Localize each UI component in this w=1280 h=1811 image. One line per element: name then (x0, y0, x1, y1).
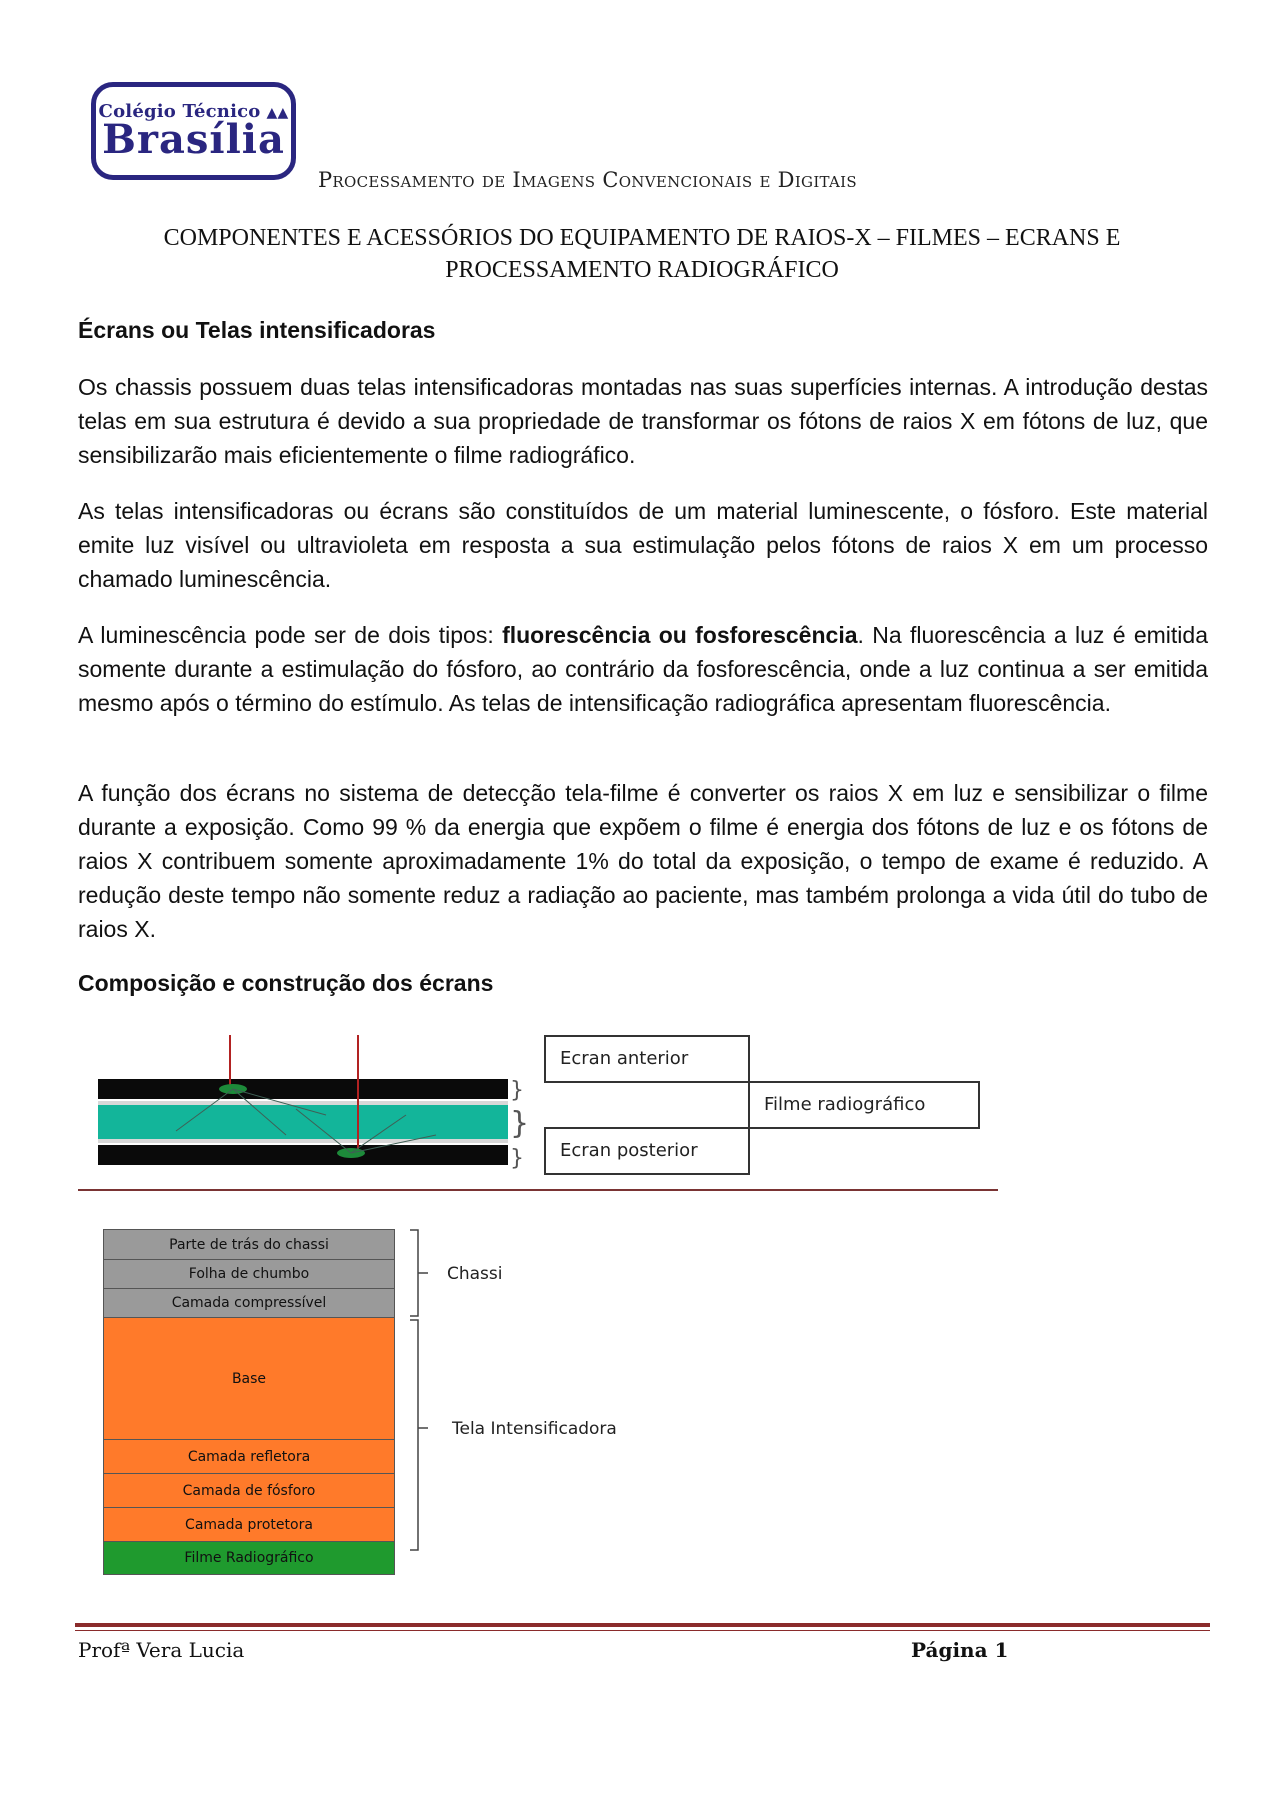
front-screen-layer (98, 1079, 508, 1099)
label-ecran-posterior: Ecran posterior (544, 1127, 750, 1175)
cross-section-illustration (96, 1035, 530, 1195)
layer-parte-tras: Parte de trás do chassi (103, 1229, 395, 1259)
paragraph-3 (78, 618, 1208, 720)
section-heading-ecrans: Écrans ou Telas intensificadoras (78, 317, 436, 343)
logo-line1-text: Colégio Técnico (98, 101, 261, 122)
film-layer (98, 1105, 508, 1139)
figure-divider (78, 1189, 998, 1191)
layer-base: Base (103, 1317, 395, 1439)
paragraph-3-bold: fluorescência ou fosforescência (502, 622, 858, 648)
label-ecran-anterior: Ecran anterior (544, 1035, 750, 1083)
label-tela-intensificadora: Tela Intensificadora (452, 1419, 617, 1439)
document-title: COMPONENTES E ACESSÓRIOS DO EQUIPAMENTO DE RAIOS-X – FILMES – ECRANS E PROCESSAMENTO RADIOGRÁFICO (163, 225, 1121, 283)
header-title: Processamento de Imagens Convencionais e Digitais (318, 168, 857, 192)
screen-film-diagram (96, 1035, 996, 1195)
chassi-bracket (410, 1230, 428, 1316)
brace-2: } (510, 1106, 530, 1141)
tela-bracket (410, 1320, 428, 1550)
school-logo (91, 82, 296, 180)
label-chassi: Chassi (447, 1264, 503, 1284)
paragraph-3-start: A luminescência pode ser de dois tipos: (78, 622, 503, 648)
layer-camada-fosforo: Camada de fósforo (103, 1473, 395, 1507)
layer-stack-diagram (103, 1229, 395, 1575)
footer-page-number: Página 1 (911, 1638, 1009, 1662)
separator (98, 1139, 508, 1143)
footer-rule-thin (75, 1630, 1210, 1631)
layer-folha-chumbo: Folha de chumbo (103, 1259, 395, 1288)
logo-line2: Brasília (102, 116, 285, 163)
brace-1: } (510, 1078, 524, 1103)
brace-3: } (510, 1146, 524, 1171)
section-heading-composicao: Composição e construção dos écrans (78, 970, 494, 996)
layer-camada-refletora: Camada refletora (103, 1439, 395, 1473)
paragraph-2: As telas intensificadoras ou écrans são constituídos de um material luminescente, o fósforo. Este material emite luz visível ou ultravioleta em resposta a sua estimulação pelos fótons de raios X em um processo chamado luminescência. (78, 498, 1208, 592)
label-filme-radiografico: Filme radiográfico (748, 1081, 980, 1129)
back-screen-layer (98, 1145, 508, 1165)
paragraph-4: A função dos écrans no sistema de detecção tela-filme é converter os raios X em luz e sensibilizar o filme durante a exposição. Como 99 % da energia que expõem o filme é energia dos fótons de luz e os fótons de raios X contribuem somente aproximadamente 1% do total da exposição, o tempo de exame é reduzido. A redução deste tempo não somente reduz a radiação ao paciente, mas também prolonga a vida útil do tubo de raios X. (78, 780, 1208, 942)
group-brackets (408, 1228, 448, 1558)
separator (98, 1101, 508, 1105)
logo-mark-icon: ▲▲ (266, 105, 289, 121)
footer-author: Profª Vera Lucia (78, 1638, 245, 1662)
layer-filme-radiografico: Filme Radiográfico (103, 1541, 395, 1575)
paragraph-3-end: . Na fluorescência a luz é emitida somente durante a estimulação do fósforo, ao contrário da fosforescência, onde a luz continua a ser emitida mesmo após o término do estímulo. As telas de intensificação radiográfica apresentam fluorescência. (78, 622, 1208, 716)
layer-camada-compressivel: Camada compressível (103, 1288, 395, 1317)
footer-rule-thick (75, 1623, 1210, 1627)
paragraph-1: Os chassis possuem duas telas intensificadoras montadas nas suas superfícies internas. A introdução destas telas em sua estrutura é devido a sua propriedade de transformar os fótons de raios X em fótons de luz, que sensibilizarão mais eficientemente o filme radiográfico. (78, 374, 1208, 468)
layer-camada-protetora: Camada protetora (103, 1507, 395, 1541)
